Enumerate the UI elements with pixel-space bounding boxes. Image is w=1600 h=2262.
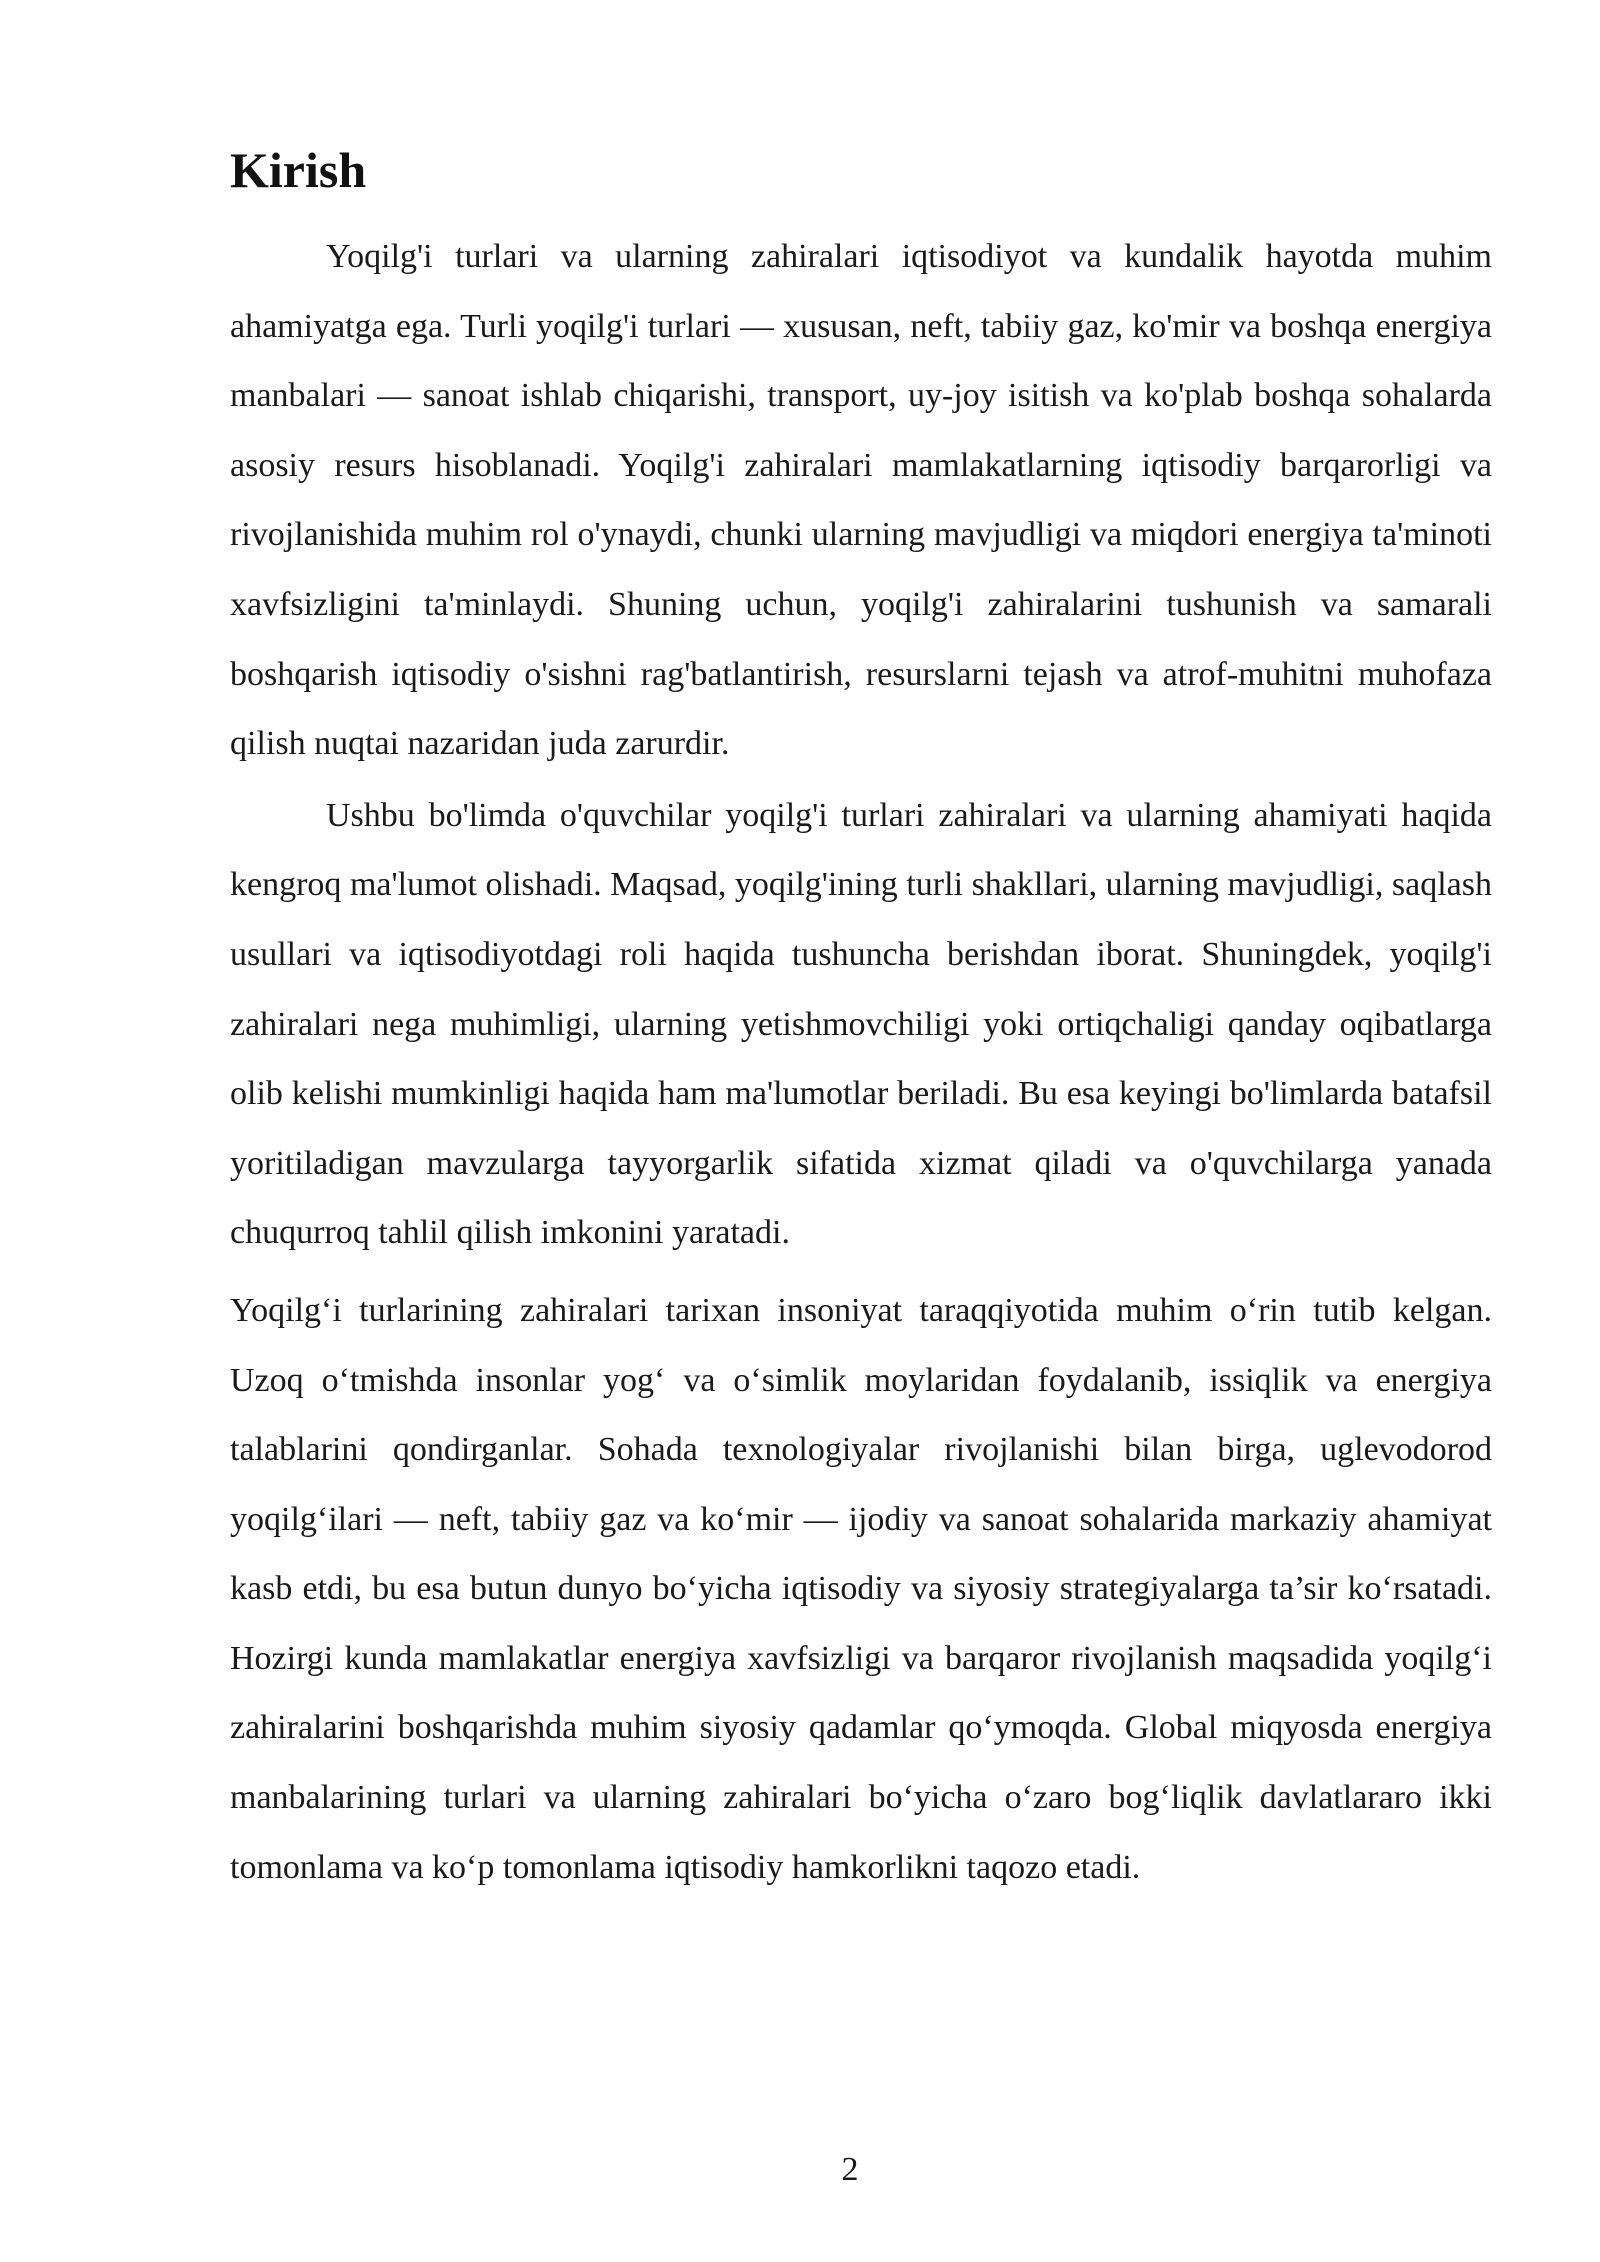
- page-number: 2: [841, 2151, 859, 2188]
- paragraph-3: Yoqilg‘i turlarining zahiralari tarixan insoniyat taraqqiyotida muhim o‘rin tutib kelgan. Uzoq o‘tmishda insonlar yog‘ va o‘simlik moylaridan foydalanib, issiqlik va energiya talablarini qondirganlar. Sohada texnologiyalar rivojlanishi bilan birga, uglevodorod yoqilg‘ilari — neft, tabiiy gaz va ko‘mir — ijodiy va sanoat sohalarida markaziy ahamiyat kasb etdi, bu esa butun dunyo bo‘yicha iqtisodiy va siyosiy strategiyalarga ta’sir ko‘rsatadi. Hozirgi kunda mamlakatlar energiya xavfsizligi va barqaror rivojlanish maqsadida yoqilg‘i zahiralarini boshqarishda muhim siyosiy qadamlar qo‘ymoqda. Global miqyosda energiya manbalarining turlari va ularning zahiralari bo‘yicha o‘zaro bog‘liqlik davlatlararo ikki tomonlama va ko‘p tomonlama iqtisodiy hamkorlikni taqozo etadi.: [230, 1291, 1492, 1886]
- paragraph-2: Ushbu bo'limda o'quvchilar yoqilg'i turlari zahiralari va ularning ahamiyati haqida kengroq ma'lumot olishadi. Maqsad, yoqilg'ining turli shakllari, ularning mavjudligi, saqlash usullari va iqtisodiyotdagi roli haqida tushuncha berishdan iborat. Shuningdek, yoqilg'i zahiralari nega muhimligi, ularning yetishmovchiligi yoki ortiqchaligi qanday oqibatlarga olib kelishi mumkinligi haqida ham ma'lumotlar beriladi. Bu esa keyingi bo'limlarda batafsil yoritiladigan mavzularga tayyorgarlik sifatida xizmat qiladi va o'quvchilarga yanada chuqurroq tahlil qilish imkonini yaratadi.: [230, 796, 1492, 1252]
- paragraph-1: Yoqilg'i turlari va ularning zahiralari iqtisodiyot va kundalik hayotda muhim ahamiyatga ega. Turli yoqilg'i turlari — xususan, neft, tabiiy gaz, ko'mir va boshqa energiya manbalari — sanoat ishlab chiqarishi, transport, uy-joy isitish va ko'plab boshqa sohalarda asosiy resurs hisoblanadi. Yoqilg'i zahiralari mamlakatlarning iqtisodiy barqarorligi va rivojlanishida muhim rol o'ynaydi, chunki ularning mavjudligi va miqdori energiya ta'minoti xavfsizligini ta'minlaydi. Shuning uchun, yoqilg'i zahiralarini tushunish va samarali boshqarish iqtisodiy o'sishni rag'batlantirish, resurslarni tejash va atrof-muhitni muhofaza qilish nuqtai nazaridan juda zarurdir.: [230, 238, 1492, 763]
- section-heading: Kirish: [230, 142, 367, 198]
- document-page: [230, 140, 1492, 1902]
